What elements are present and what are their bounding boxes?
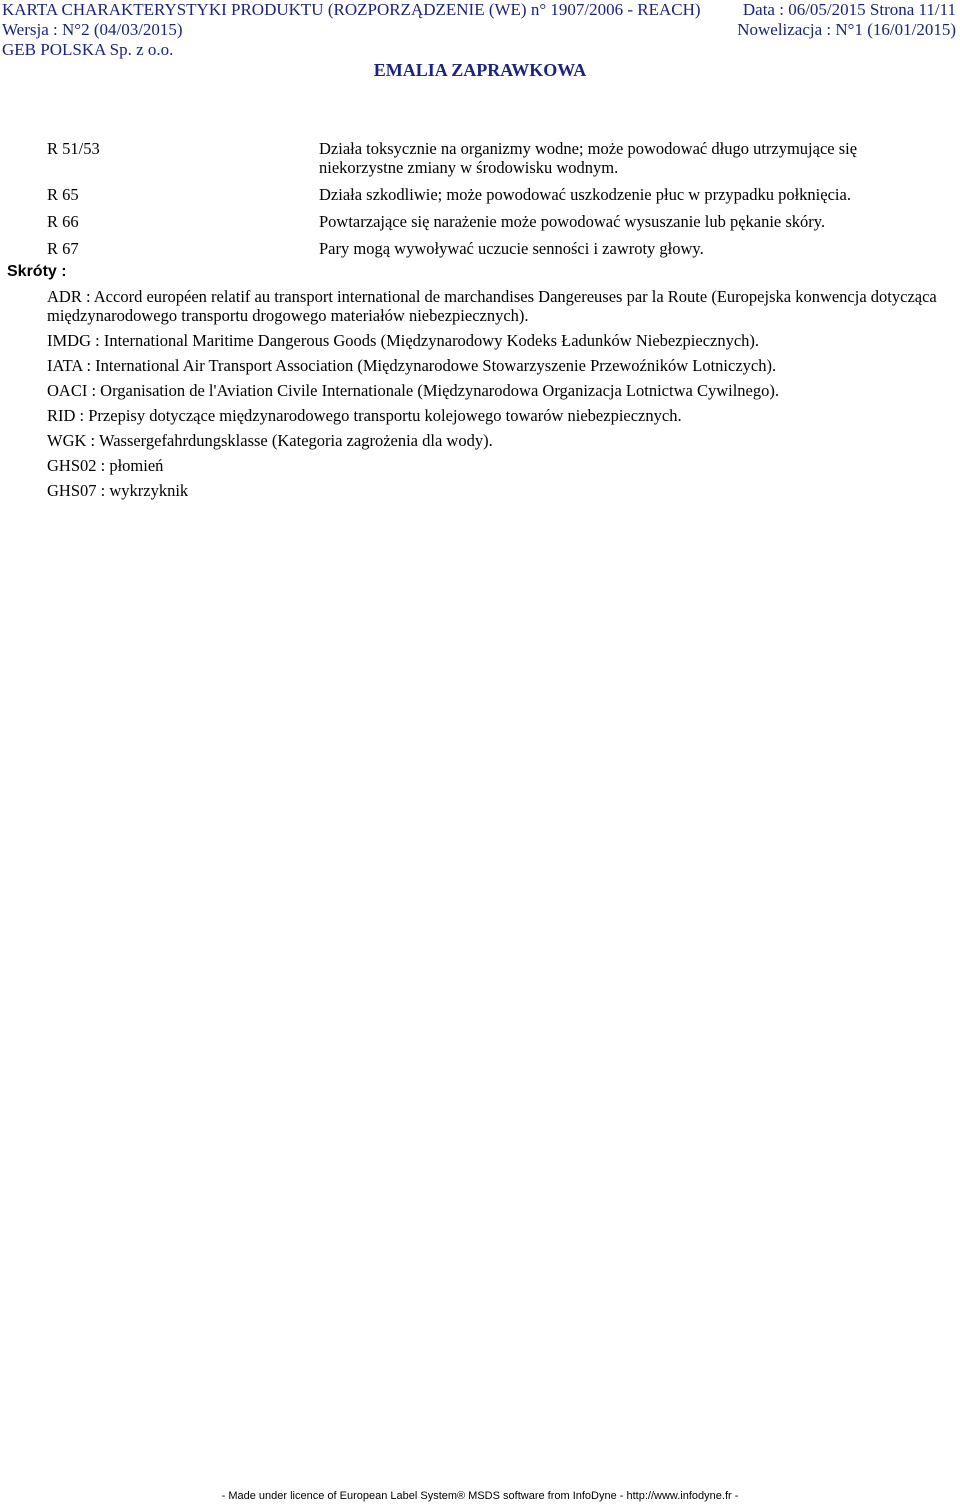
abbreviations-heading: Skróty : bbox=[7, 263, 67, 280]
abbreviation-item: GHS02 : płomień bbox=[47, 456, 164, 475]
abbreviation-item: IATA : International Air Transport Association (Międzynarodowe Stowarzyszenie Przewoźników Lotniczych). bbox=[47, 356, 777, 375]
abbreviation-item: ADR : Accord européen relatif au transport international de marchandises Dangereuses par la Route (Europejska konwencja dotycząca międzynarodowego transportu drogowego materiałów niebezpiecznych). bbox=[47, 287, 937, 325]
abbreviation-item: GHS07 : wykrzyknik bbox=[47, 481, 189, 500]
risk-phrase-text: Powtarzające się narażenie może powodować wysuszanie lub pękanie skóry. bbox=[319, 212, 826, 231]
version-info: Wersja : N°2 (04/03/2015) bbox=[2, 20, 183, 39]
risk-phrase bbox=[47, 139, 927, 177]
risk-phrase bbox=[47, 212, 927, 231]
abbreviation-item: WGK : Wassergefahrdungsklasse (Kategoria zagrożenia dla wody). bbox=[47, 431, 493, 450]
risk-phrase-text: Działa szkodliwie; może powodować uszkodzenie płuc w przypadku połknięcia. bbox=[319, 185, 851, 204]
risk-phrase-text: Działa toksycznie na organizmy wodne; może powodować długo utrzymujące się niekorzystne zmiany w środowisku wodnym. bbox=[319, 139, 858, 177]
footer-licence-note: - Made under licence of European Label System® MSDS software from InfoDyne - http://www.infodyne.fr - bbox=[221, 1490, 739, 1502]
risk-phrase-code: R 65 bbox=[47, 185, 79, 204]
risk-phrase bbox=[47, 239, 927, 258]
risk-phrase-code: R 66 bbox=[47, 212, 79, 231]
abbreviation-item: IMDG : International Maritime Dangerous Goods (Międzynarodowy Kodeks Ładunków Niebezpiecznych). bbox=[47, 331, 760, 350]
revision-info: Nowelizacja : N°1 (16/01/2015) bbox=[737, 20, 956, 39]
abbreviation-item: RID : Przepisy dotyczące międzynarodowego transportu kolejowego towarów niebezpiecznych. bbox=[47, 406, 682, 425]
date-page-info: Data : 06/05/2015 Strona 11/11 bbox=[742, 0, 956, 19]
risk-phrase-code: R 67 bbox=[47, 239, 79, 258]
abbreviations-list bbox=[47, 287, 959, 506]
risk-phrase-code: R 51/53 bbox=[47, 139, 100, 158]
document-title: KARTA CHARAKTERYSTYKI PRODUKTU (ROZPORZĄDZENIE (WE) n° 1907/2006 - REACH) bbox=[2, 0, 701, 19]
product-name: EMALIA ZAPRAWKOWA bbox=[373, 60, 587, 80]
abbreviation-item: OACI : Organisation de l'Aviation Civile Internationale (Międzynarodowa Organizacja Lotnictwa Cywilnego). bbox=[47, 381, 779, 400]
risk-phrase-text: Pary mogą wywoływać uczucie senności i zawroty głowy. bbox=[319, 239, 704, 258]
risk-phrases-list bbox=[47, 139, 927, 266]
company-name: GEB POLSKA Sp. z o.o. bbox=[2, 40, 174, 59]
risk-phrase bbox=[47, 185, 927, 204]
